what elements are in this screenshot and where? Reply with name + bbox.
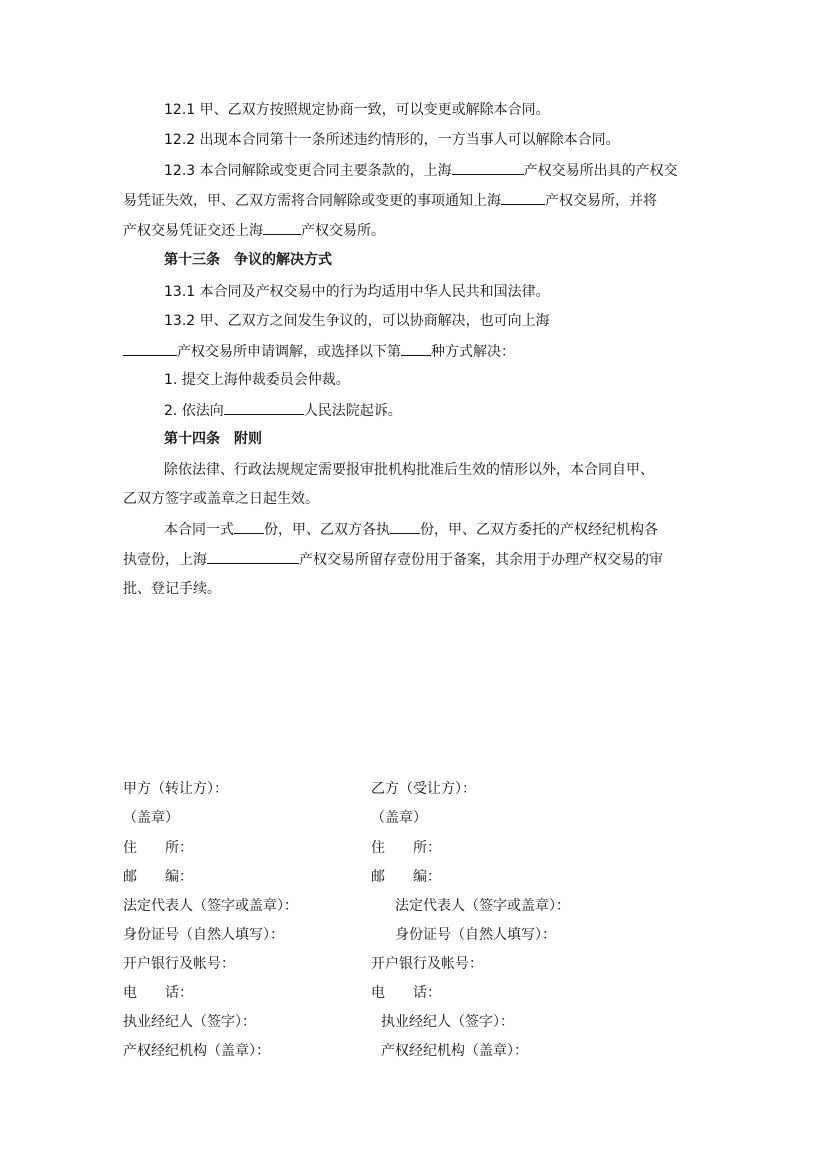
party-a-address: 住 所： bbox=[123, 840, 193, 856]
clause-text: 执壹份，上海 bbox=[123, 552, 207, 568]
fill-blank bbox=[401, 341, 431, 356]
option-1: 1. 提交上海仲裁委员会仲裁。 bbox=[164, 372, 350, 388]
party-a-id-number: 身份证号（自然人填写）： bbox=[123, 927, 284, 943]
clause-13-2-line-2 bbox=[123, 341, 515, 361]
party-a-bank-account: 开户银行及帐号： bbox=[123, 956, 235, 972]
clause-text: 产权交易凭证交还上海 bbox=[123, 223, 263, 239]
clause-14-2-line-1 bbox=[164, 519, 658, 539]
clause-text: 产权交易所，并将 bbox=[545, 193, 657, 209]
fill-blank bbox=[390, 519, 420, 534]
clause-13-1: 13.1 本合同及产权交易中的行为均适用中华人民共和国法律。 bbox=[164, 284, 550, 300]
clause-14-1-line-1: 除依法律、行政法规规定需要报审批机构批准后生效的情形以外，本合同自甲、 bbox=[164, 462, 654, 478]
party-b-postcode: 邮 编： bbox=[371, 869, 441, 885]
clause-text: 产权交易所留存壹份用于备案，其余用于办理产权交易的审 bbox=[299, 552, 663, 568]
clause-text: 本合同一式 bbox=[164, 522, 234, 538]
fill-blank bbox=[263, 220, 301, 235]
clause-text: 种方式解决： bbox=[431, 344, 515, 360]
party-a-postcode: 邮 编： bbox=[123, 869, 193, 885]
fill-blank bbox=[452, 160, 524, 175]
article-13-title: 第十三条 争议的解决方式 bbox=[164, 252, 332, 268]
party-a-seal: （盖章） bbox=[123, 810, 179, 826]
clause-text: 人民法院起诉。 bbox=[303, 403, 402, 419]
clause-text: 2. 依法向 bbox=[164, 403, 224, 419]
fill-blank bbox=[501, 190, 545, 205]
fill-blank bbox=[234, 519, 264, 534]
clause-14-1-line-2: 乙双方签字或盖章之日起生效。 bbox=[123, 491, 319, 507]
clause-13-2-line-1: 13.2 甲、乙双方之间发生争议的，可以协商解决，也可向上海 bbox=[164, 313, 550, 329]
clause-12-3-line-2 bbox=[123, 190, 657, 210]
fill-blank bbox=[123, 341, 177, 356]
option-2 bbox=[164, 400, 402, 420]
clause-text: 12.3 本合同解除或变更合同主要条款的，上海 bbox=[164, 163, 452, 179]
clause-text: 产权交易所申请调解，或选择以下第 bbox=[177, 344, 401, 360]
party-b-legal-rep: 法定代表人（签字或盖章）： bbox=[395, 898, 570, 914]
article-14-title: 第十四条 附则 bbox=[164, 431, 262, 447]
party-a-broker-agency: 产权经纪机构（盖章）： bbox=[123, 1043, 270, 1059]
party-a-legal-rep: 法定代表人（签字或盖章）： bbox=[123, 898, 298, 914]
party-a-broker: 执业经纪人（签字）： bbox=[123, 1014, 256, 1030]
party-a-label: 甲方（转让方）： bbox=[123, 781, 228, 797]
clause-text: 份，甲、乙双方各执 bbox=[264, 522, 390, 538]
party-b-label: 乙方（受让方）： bbox=[371, 781, 476, 797]
party-b-seal: （盖章） bbox=[371, 810, 427, 826]
fill-blank bbox=[224, 400, 304, 415]
party-b-broker-agency: 产权经纪机构（盖章）： bbox=[381, 1043, 528, 1059]
clause-text: 易凭证失效，甲、乙双方需将合同解除或变更的事项通知上海 bbox=[123, 193, 501, 209]
party-b-phone: 电 话： bbox=[371, 985, 441, 1001]
clause-14-2-line-2 bbox=[123, 549, 663, 569]
clause-14-2-line-3: 批、登记手续。 bbox=[123, 581, 221, 597]
party-b-broker: 执业经纪人（签字）： bbox=[381, 1014, 514, 1030]
clause-text: 产权交易所。 bbox=[301, 223, 385, 239]
clause-12-2: 12.2 出现本合同第十一条所述违约情形的，一方当事人可以解除本合同。 bbox=[164, 132, 620, 148]
clause-12-1: 12.1 甲、乙双方按照规定协商一致，可以变更或解除本合同。 bbox=[164, 102, 550, 118]
fill-blank bbox=[207, 549, 299, 564]
party-b-bank-account: 开户银行及帐号： bbox=[371, 956, 483, 972]
clause-12-3-line-1 bbox=[164, 160, 678, 180]
clause-text: 产权交易所出具的产权交 bbox=[523, 163, 678, 179]
party-b-id-number: 身份证号（自然人填写）： bbox=[395, 927, 556, 943]
party-a-phone: 电 话： bbox=[123, 985, 193, 1001]
clause-12-3-line-3 bbox=[123, 220, 385, 240]
clause-text: 份，甲、乙双方委托的产权经纪机构各 bbox=[420, 522, 658, 538]
party-b-address: 住 所： bbox=[371, 840, 441, 856]
